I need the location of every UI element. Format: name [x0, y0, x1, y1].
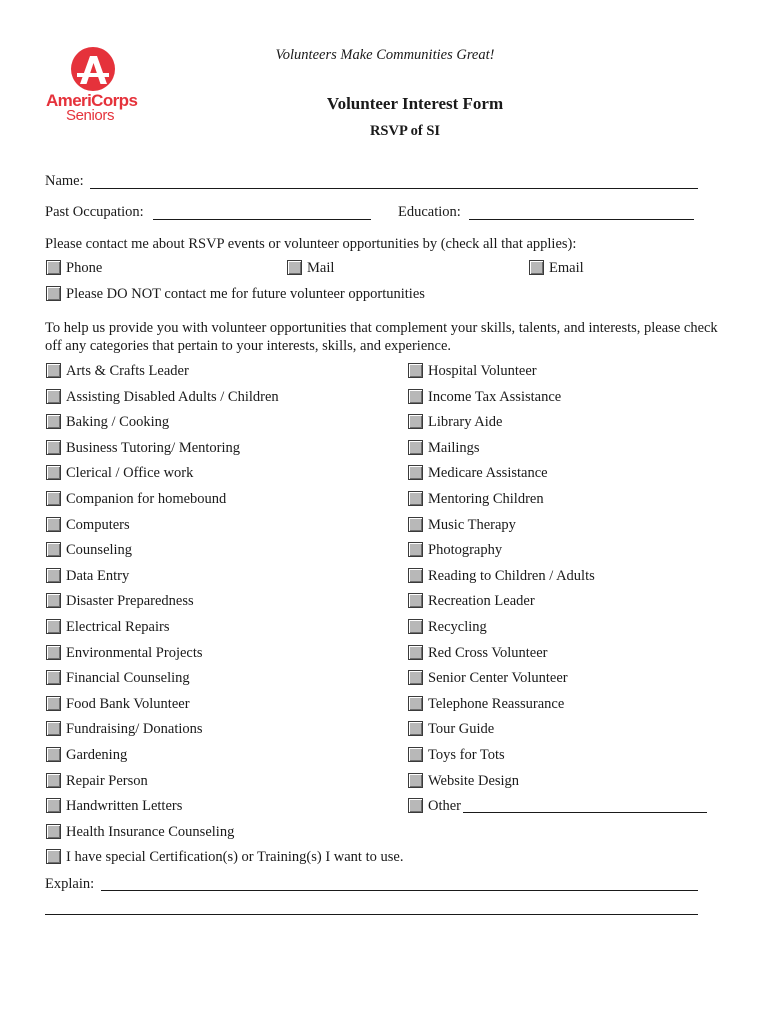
- interest-checkbox-repair-person[interactable]: [46, 773, 61, 788]
- interest-label-baking-cooking: Baking / Cooking: [66, 414, 170, 430]
- interest-label-assisting-disabled-adults-children: Assisting Disabled Adults / Children: [66, 389, 279, 405]
- interest-checkbox-income-tax-assistance[interactable]: [408, 389, 423, 404]
- occupation-label: Past Occupation:: [45, 204, 144, 220]
- interest-label-mentoring-children: Mentoring Children: [428, 491, 544, 507]
- interest-checkbox-electrical-repairs[interactable]: [46, 619, 61, 634]
- interest-checkbox-financial-counseling[interactable]: [46, 670, 61, 685]
- interest-checkbox-arts-crafts-leader[interactable]: [46, 363, 61, 378]
- interest-checkbox-photography[interactable]: [408, 542, 423, 557]
- interest-checkbox-environmental-projects[interactable]: [46, 645, 61, 660]
- contact-prompt: Please contact me about RSVP events or volunteer opportunities by (check all that applies):: [45, 236, 577, 252]
- interest-checkbox-music-therapy[interactable]: [408, 517, 423, 532]
- do-not-contact-label: Please DO NOT contact me for future volunteer opportunities: [66, 286, 425, 302]
- tagline: Volunteers Make Communities Great!: [275, 47, 495, 63]
- interest-checkbox-other[interactable]: [408, 798, 423, 813]
- interest-checkbox-baking-cooking[interactable]: [46, 414, 61, 429]
- interest-checkbox-computers[interactable]: [46, 517, 61, 532]
- explain-field-line-1[interactable]: [101, 890, 698, 891]
- interest-checkbox-assisting-disabled-adults-children[interactable]: [46, 389, 61, 404]
- interest-label-library-aide: Library Aide: [428, 414, 503, 430]
- interest-label-health-insurance-counseling: Health Insurance Counseling: [66, 824, 235, 840]
- occupation-field[interactable]: [153, 219, 371, 220]
- other-interest-field[interactable]: [463, 812, 707, 813]
- interest-label-repair-person: Repair Person: [66, 773, 148, 789]
- interest-label-computers: Computers: [66, 517, 130, 533]
- interest-label-website-design: Website Design: [428, 773, 520, 789]
- interest-label-recreation-leader: Recreation Leader: [428, 593, 535, 609]
- interest-checkbox-health-insurance-counseling[interactable]: [46, 824, 61, 839]
- interest-label-photography: Photography: [428, 542, 503, 558]
- name-field[interactable]: [90, 188, 698, 189]
- interest-checkbox-counseling[interactable]: [46, 542, 61, 557]
- interest-label-medicare-assistance: Medicare Assistance: [428, 465, 548, 481]
- education-label: Education:: [398, 204, 461, 220]
- mail-label: Mail: [307, 260, 335, 276]
- interest-checkbox-gardening[interactable]: [46, 747, 61, 762]
- interest-checkbox-telephone-reassurance[interactable]: [408, 696, 423, 711]
- interest-checkbox-library-aide[interactable]: [408, 414, 423, 429]
- interest-checkbox-medicare-assistance[interactable]: [408, 465, 423, 480]
- interest-checkbox-data-entry[interactable]: [46, 568, 61, 583]
- interest-checkbox-recycling[interactable]: [408, 619, 423, 634]
- interest-checkbox-mentoring-children[interactable]: [408, 491, 423, 506]
- interest-checkbox-fundraising-donations[interactable]: [46, 721, 61, 736]
- interest-checkbox-companion-for-homebound[interactable]: [46, 491, 61, 506]
- interest-label-telephone-reassurance: Telephone Reassurance: [428, 696, 565, 712]
- interest-label-gardening: Gardening: [66, 747, 128, 763]
- name-label: Name:: [45, 173, 84, 189]
- interest-checkbox-website-design[interactable]: [408, 773, 423, 788]
- interest-checkbox-tour-guide[interactable]: [408, 721, 423, 736]
- do-not-contact-checkbox[interactable]: [46, 286, 61, 301]
- interest-label-disaster-preparedness: Disaster Preparedness: [66, 593, 194, 609]
- certification-checkbox[interactable]: [46, 849, 61, 864]
- interest-label-business-tutoring-mentoring: Business Tutoring/ Mentoring: [66, 440, 241, 456]
- interest-checkbox-hospital-volunteer[interactable]: [408, 363, 423, 378]
- interest-label-other: Other: [428, 798, 462, 814]
- interest-label-income-tax-assistance: Income Tax Assistance: [428, 389, 562, 405]
- interest-checkbox-mailings[interactable]: [408, 440, 423, 455]
- interests-intro: To help us provide you with volunteer opportunities that complement your skills, talents, and interests, please check off any categories that pertain to your interests, skills, and experience.: [45, 320, 718, 354]
- interest-label-companion-for-homebound: Companion for homebound: [66, 491, 227, 507]
- interest-label-tour-guide: Tour Guide: [428, 721, 495, 737]
- interest-checkbox-disaster-preparedness[interactable]: [46, 593, 61, 608]
- education-field[interactable]: [469, 219, 694, 220]
- interest-label-music-therapy: Music Therapy: [428, 517, 516, 533]
- interest-label-handwritten-letters: Handwritten Letters: [66, 798, 183, 814]
- interest-label-fundraising-donations: Fundraising/ Donations: [66, 721, 203, 737]
- interest-label-financial-counseling: Financial Counseling: [66, 670, 190, 686]
- interest-checkbox-red-cross-volunteer[interactable]: [408, 645, 423, 660]
- form-subtitle: RSVP of SI: [369, 123, 441, 139]
- interest-label-red-cross-volunteer: Red Cross Volunteer: [428, 645, 548, 661]
- interest-label-recycling: Recycling: [428, 619, 487, 635]
- interest-checkbox-reading-to-children-adults[interactable]: [408, 568, 423, 583]
- interest-checkbox-food-bank-volunteer[interactable]: [46, 696, 61, 711]
- email-checkbox[interactable]: [529, 260, 544, 275]
- interest-label-mailings: Mailings: [428, 440, 480, 456]
- interest-checkbox-toys-for-tots[interactable]: [408, 747, 423, 762]
- interest-label-data-entry: Data Entry: [66, 568, 130, 584]
- phone-checkbox[interactable]: [46, 260, 61, 275]
- interest-label-hospital-volunteer: Hospital Volunteer: [428, 363, 537, 379]
- certification-label: I have special Certification(s) or Training(s) I want to use.: [66, 849, 404, 865]
- interest-label-reading-to-children-adults: Reading to Children / Adults: [428, 568, 595, 584]
- interest-checkbox-business-tutoring-mentoring[interactable]: [46, 440, 61, 455]
- mail-checkbox[interactable]: [287, 260, 302, 275]
- interest-label-clerical-office-work: Clerical / Office work: [66, 465, 194, 481]
- explain-field-line-2[interactable]: [45, 914, 698, 915]
- interest-label-food-bank-volunteer: Food Bank Volunteer: [66, 696, 190, 712]
- logo-brand-text: AmeriCorps: [46, 91, 138, 110]
- interest-checkbox-recreation-leader[interactable]: [408, 593, 423, 608]
- interest-label-electrical-repairs: Electrical Repairs: [66, 619, 170, 635]
- interest-label-arts-crafts-leader: Arts & Crafts Leader: [66, 363, 189, 379]
- form-title: Volunteer Interest Form: [326, 94, 504, 113]
- interest-label-senior-center-volunteer: Senior Center Volunteer: [428, 670, 568, 686]
- interest-label-environmental-projects: Environmental Projects: [66, 645, 203, 661]
- interest-checkbox-senior-center-volunteer[interactable]: [408, 670, 423, 685]
- interest-label-toys-for-tots: Toys for Tots: [428, 747, 505, 763]
- phone-label: Phone: [66, 260, 103, 276]
- email-label: Email: [549, 260, 584, 276]
- explain-label: Explain:: [45, 876, 95, 892]
- interest-checkbox-handwritten-letters[interactable]: [46, 798, 61, 813]
- interest-checkbox-clerical-office-work[interactable]: [46, 465, 61, 480]
- logo-sub-text: Seniors: [66, 107, 115, 124]
- interest-label-counseling: Counseling: [66, 542, 133, 558]
